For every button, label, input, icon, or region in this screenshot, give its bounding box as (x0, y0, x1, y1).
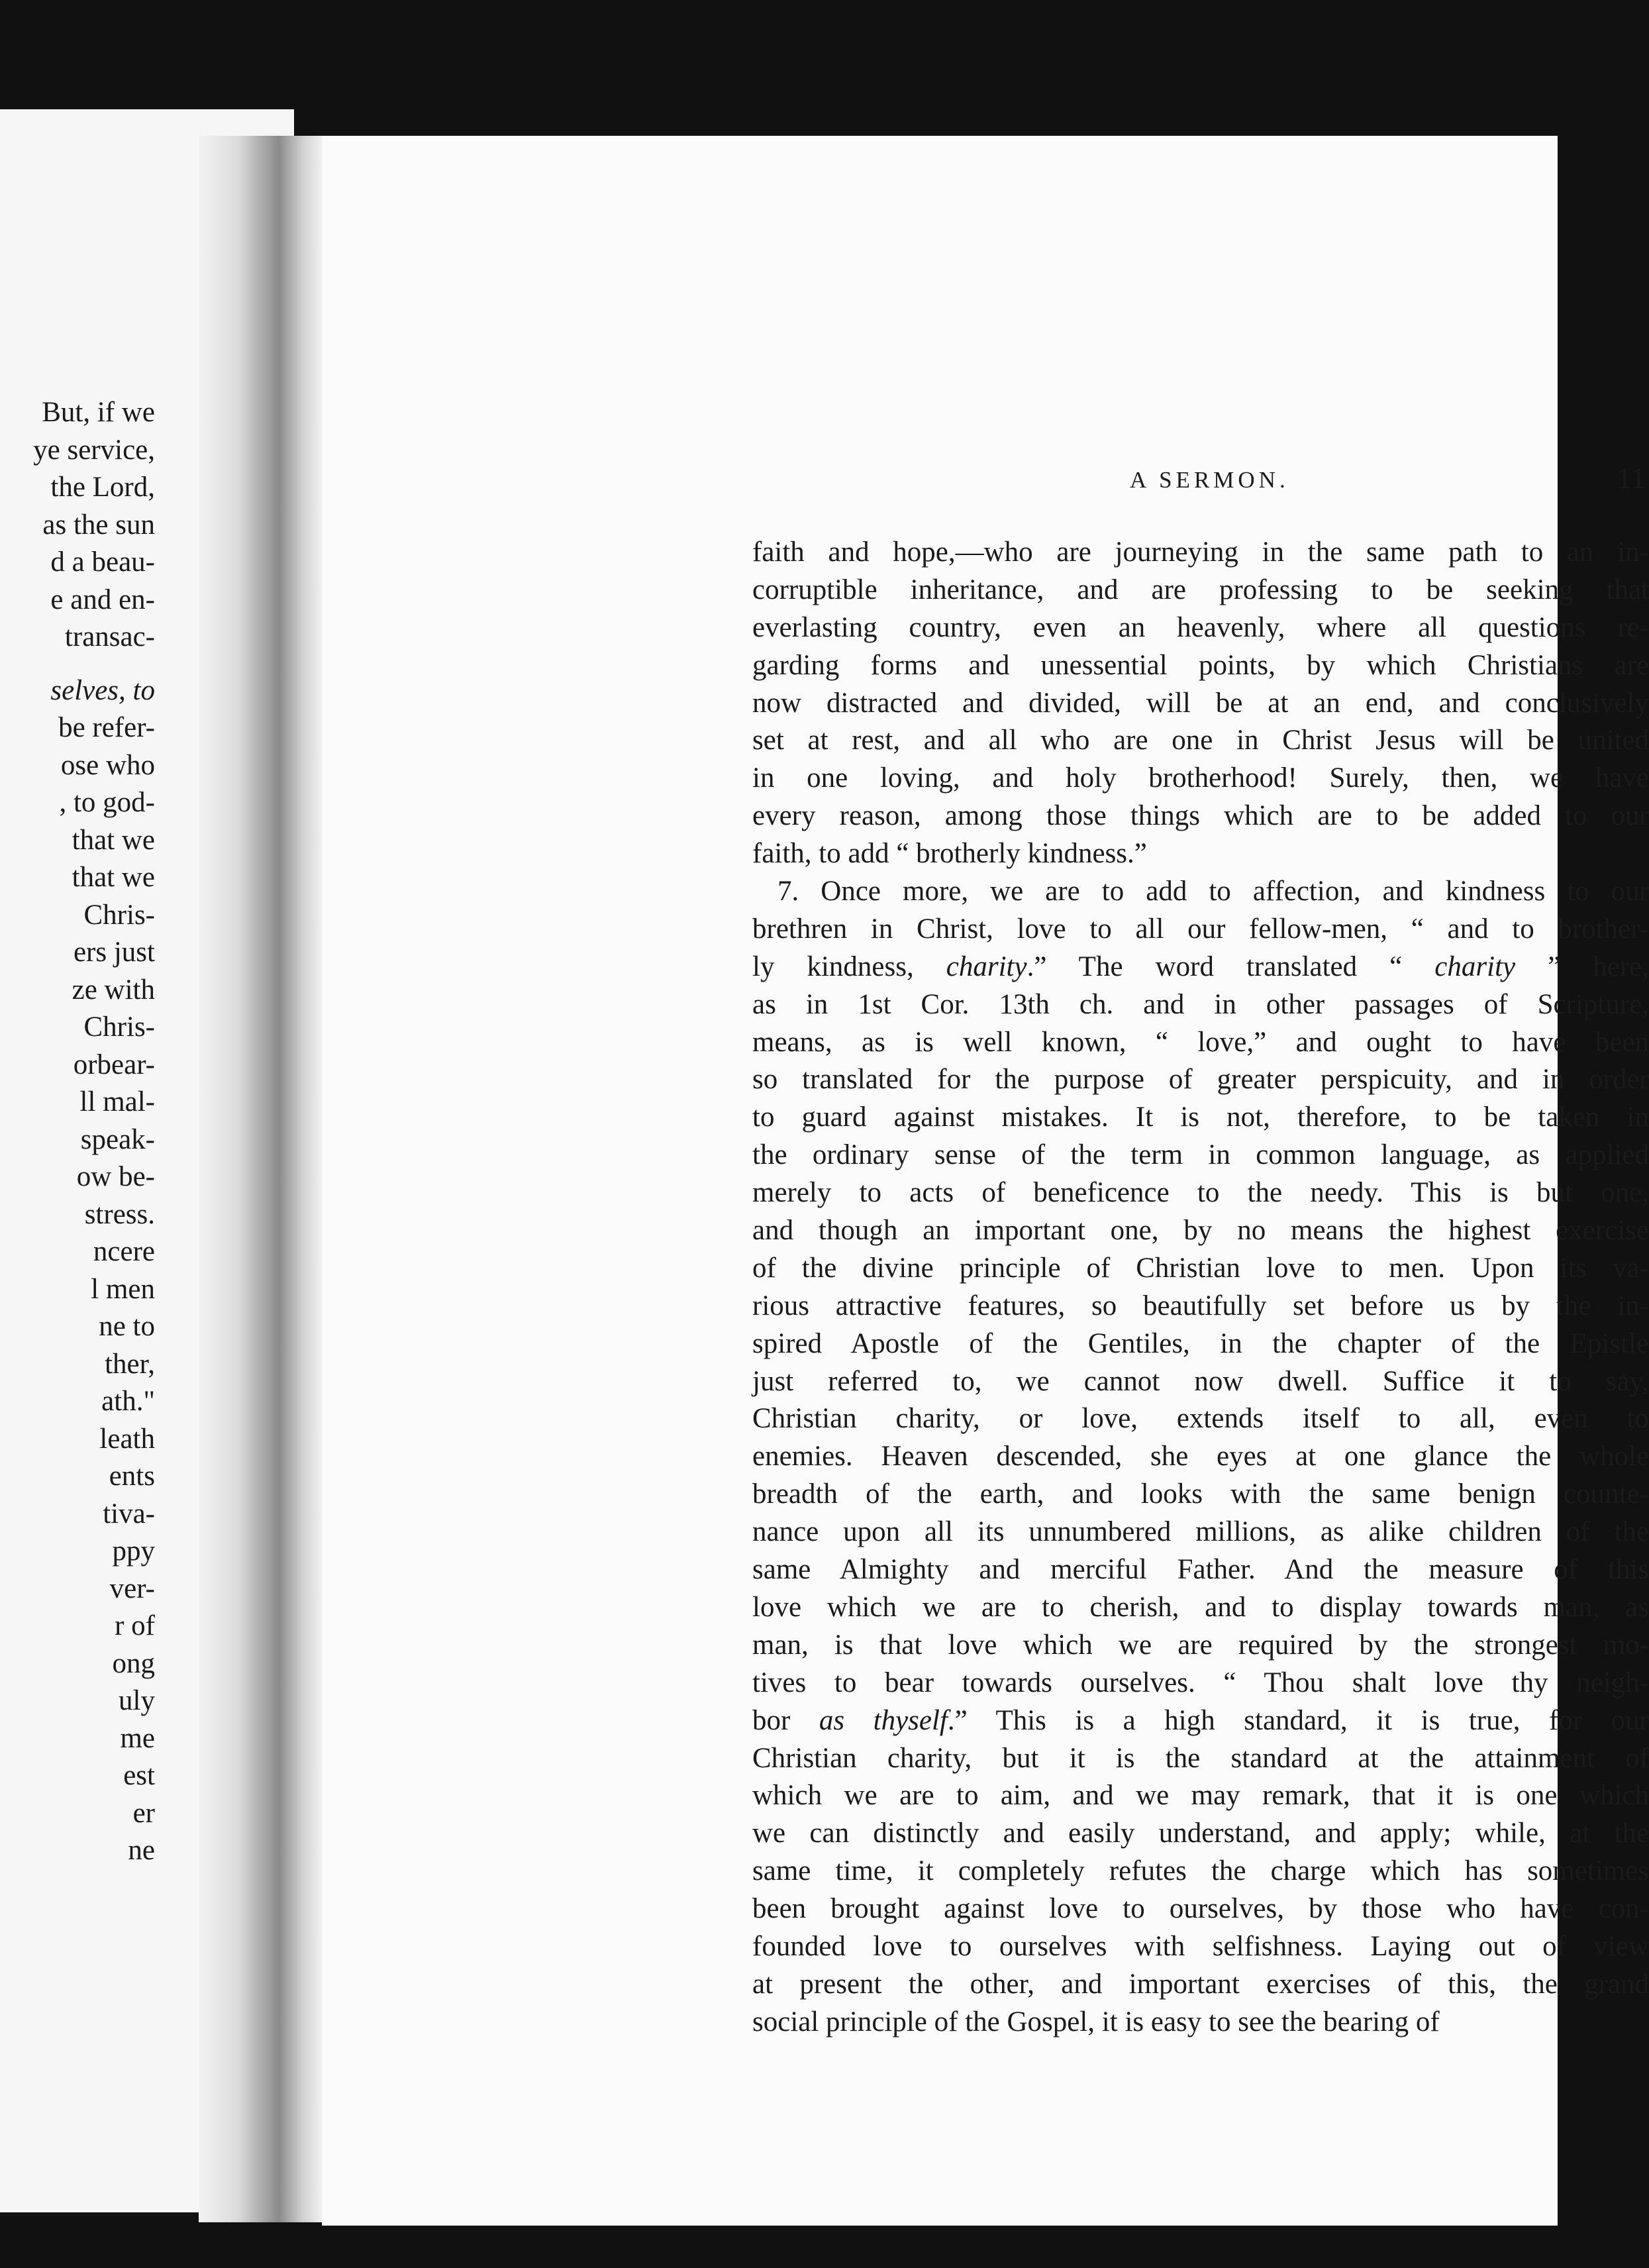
left-page-line: the Lord, (50, 472, 155, 503)
text-line: set at rest, and all who are one in Christ Jesus will be united (752, 725, 1649, 756)
left-page-line: as the sun (42, 509, 155, 541)
text-line: same time, it completely refutes the charge which has sometimes (752, 1855, 1649, 1887)
text-line: just referred to, we cannot now dwell. Suffice it to say, (752, 1365, 1649, 1397)
left-page-line: e and en- (50, 584, 155, 615)
text-line: everlasting country, even an heavenly, where all questions re- (752, 611, 1649, 643)
italic-phrase: charity (1434, 951, 1516, 982)
body-text (752, 534, 1649, 2041)
left-page-line: stress. (84, 1198, 155, 1230)
left-page-line: ye service, (33, 434, 155, 466)
text-line: of the divine principle of Christian love to men. Upon its va- (752, 1252, 1649, 1284)
text-line: which we are to aim, and we may remark, that it is one which (752, 1780, 1649, 1812)
text-line: been brought against love to ourselves, by those who have con- (752, 1893, 1649, 1925)
left-page-line: speak- (80, 1123, 155, 1155)
text-line: every reason, among those things which are to be added to our (752, 800, 1649, 832)
text-line: at present the other, and important exercises of this, the grand (752, 1968, 1649, 2000)
book-gutter (199, 136, 328, 2222)
text-run: .” This is a high standard, it is true, for our (947, 1704, 1649, 1736)
left-page-line: , to god- (59, 787, 155, 818)
text-line: so translated for the purpose of greater perspicuity, and in order (752, 1064, 1649, 1096)
text-line: social principle of the Gospel, it is easy to see the bearing of (752, 2006, 1440, 2037)
left-page-line: ow be- (76, 1161, 155, 1192)
text-run: bor (752, 1704, 819, 1736)
left-page-line: that we (72, 824, 155, 856)
text-line: Christian charity, or love, extends itself to all, even to (752, 1403, 1649, 1435)
left-page-line: ne to (99, 1311, 155, 1342)
left-page-line: r of (115, 1610, 155, 1641)
text-line: nance upon all its unnumbered millions, as alike children of the (752, 1516, 1649, 1548)
page-number: 11 (1617, 461, 1646, 495)
left-page-line: ze with (72, 974, 155, 1005)
text-line: enemies. Heaven descended, she eyes at one glance the whole (752, 1441, 1649, 1472)
left-page-text (0, 394, 155, 1870)
left-page-line: ath." (101, 1386, 155, 1417)
text-line: 7. Once more, we are to add to affection, and kindness to our (777, 876, 1649, 907)
left-page-line: leath (99, 1423, 155, 1455)
text-line: means, as is well known, “ love,” and ought to have been (752, 1026, 1649, 1058)
text-line: garding forms and unessential points, by which Christians are (752, 649, 1649, 681)
left-page-line (0, 656, 155, 672)
right-page (322, 136, 1649, 2226)
left-page-line: ents (109, 1461, 155, 1492)
italic-phrase: charity (946, 951, 1027, 982)
left-page-line: ther, (105, 1348, 155, 1380)
text-line (752, 1702, 1649, 1740)
left-page-line: Chris- (83, 1011, 155, 1043)
left-page-line: uly (119, 1685, 155, 1716)
text-line: rious attractive features, so beautifully set before us by the in- (752, 1290, 1649, 1321)
left-page-line: that we (72, 862, 155, 893)
left-page-line: transac- (64, 621, 155, 652)
text-line: man, is that love which we are required by the strongest mo- (752, 1629, 1649, 1661)
left-page-line: ose who (60, 749, 155, 781)
text-line: merely to acts of beneficence to the needy. This is but one, (752, 1177, 1649, 1209)
left-page-line: But, if we (42, 397, 155, 428)
italic-phrase: as thyself (819, 1704, 948, 1736)
left-page-line: est (123, 1760, 155, 1791)
left-page-line: be refer- (58, 712, 155, 743)
text-line: we can distinctly and easily understand, and apply; while, at the (752, 1818, 1649, 1849)
left-page-line: er (132, 1797, 155, 1829)
text-line: breadth of the earth, and looks with the same benign counte- (752, 1478, 1649, 1510)
text-run: ” here, (1515, 951, 1649, 982)
left-page-line: ong (112, 1647, 155, 1679)
left-page-line: d a beau- (50, 546, 155, 578)
text-line (752, 949, 1649, 986)
left-page-line: Chris- (83, 899, 155, 931)
text-line: faith, to add “ brotherly kindness.” (752, 838, 1147, 870)
running-head: A SERMON. (1130, 467, 1289, 493)
text-line: the ordinary sense of the term in common language, as applied (752, 1139, 1649, 1171)
left-page-line: ppy (112, 1535, 155, 1567)
left-page-line: orbear- (73, 1049, 155, 1080)
text-line: as in 1st Cor. 13th ch. and in other passages of Scripture, (752, 988, 1649, 1020)
text-line: brethren in Christ, love to all our fellow-men, “ and to brother- (752, 913, 1649, 945)
left-page-line: ers just (73, 937, 155, 968)
left-page-line: ver- (109, 1572, 155, 1604)
text-line: founded love to ourselves with selfishness. Laying out of view (752, 1930, 1649, 1962)
left-page-line: selves, to (50, 674, 155, 706)
left-page-line: ncere (93, 1236, 155, 1267)
text-line: in one loving, and holy brotherhood! Surely, then, we have (752, 762, 1649, 794)
text-line: love which we are to cherish, and to display towards man, as (752, 1591, 1649, 1623)
left-page-line: tiva- (103, 1498, 155, 1529)
text-line: faith and hope,—who are journeying in the same path to an in- (752, 537, 1649, 568)
text-line: tives to bear towards ourselves. “ Thou shalt love thy neigh- (752, 1667, 1649, 1698)
text-run: ly kindness, (752, 951, 946, 982)
text-line: Christian charity, but it is the standard at the attainment of (752, 1742, 1649, 1774)
left-page-line: me (120, 1722, 155, 1754)
text-run: .” The word translated “ (1026, 951, 1435, 982)
left-page-line: ll mal- (79, 1086, 155, 1117)
text-line: corruptible inheritance, and are professing to be seeking that (752, 574, 1649, 605)
text-line: now distracted and divided, will be at an end, and conclusively (752, 687, 1649, 719)
left-page-line: l men (91, 1273, 155, 1305)
text-line: same Almighty and merciful Father. And the measure of this (752, 1554, 1649, 1586)
left-page-line: ne (128, 1835, 155, 1866)
text-line: and though an important one, by no means the highest exercise (752, 1215, 1649, 1247)
text-line: spired Apostle of the Gentiles, in the chapter of the Epistle (752, 1327, 1649, 1359)
text-line: to guard against mistakes. It is not, therefore, to be taken in (752, 1102, 1649, 1133)
